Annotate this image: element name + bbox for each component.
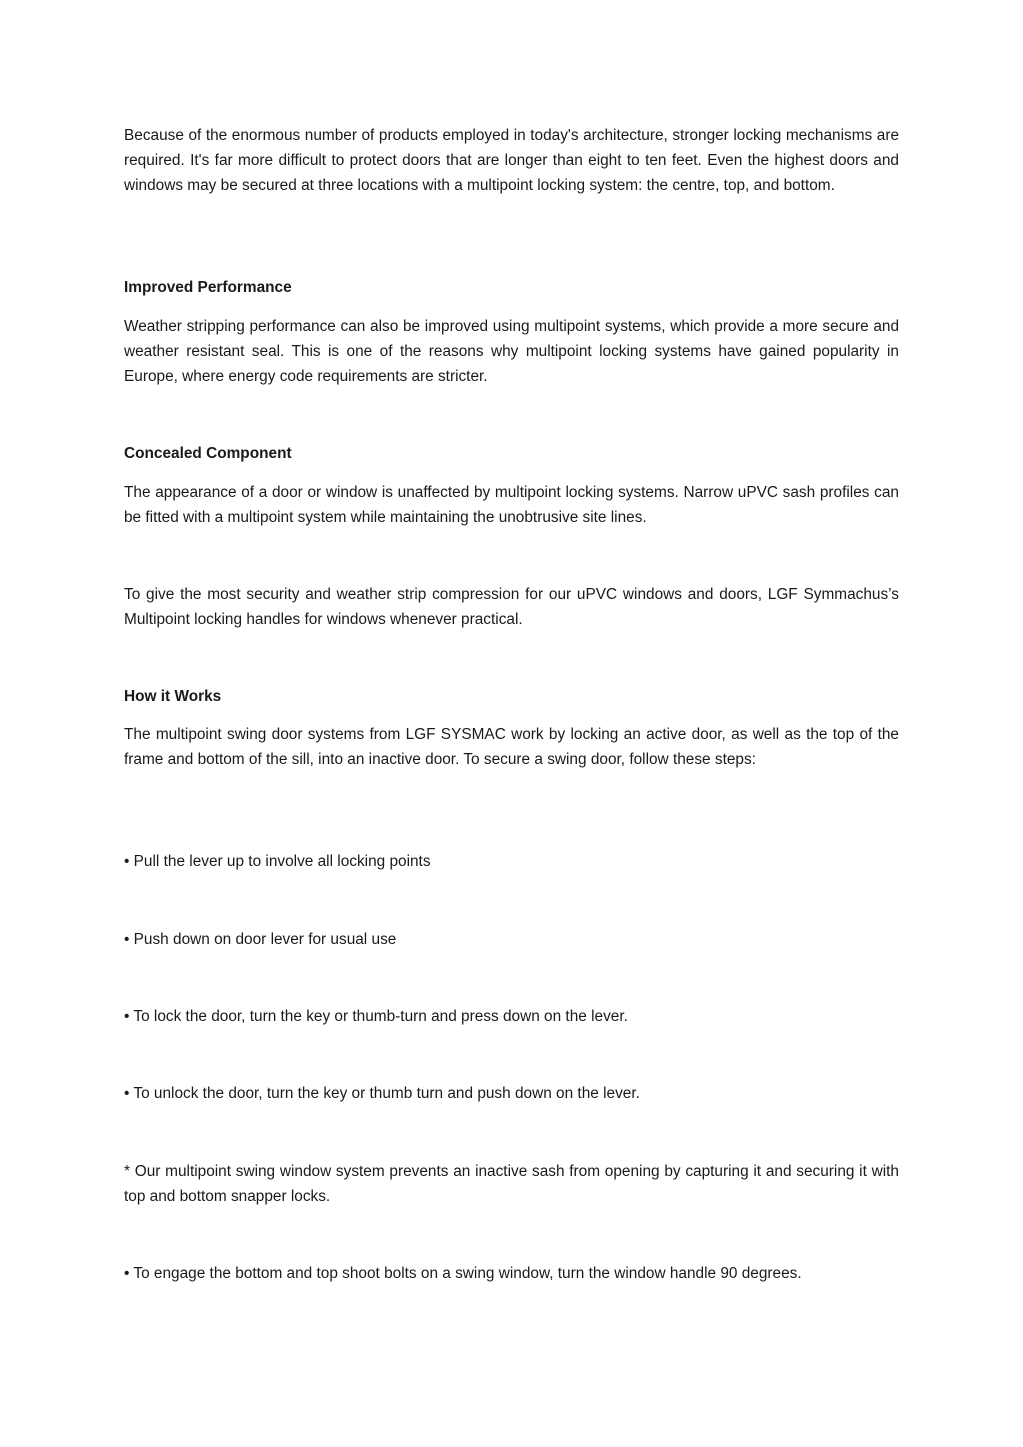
list-item: • Push down on door lever for usual use (124, 931, 397, 948)
window-system-note: * Our multipoint swing window system prevents an inactive sash from opening by capturing it and securing it with top and bottom snapper locks. (124, 1163, 899, 1205)
concealed-component-paragraph: The appearance of a door or window is unaffected by multipoint locking systems. Narrow uPVC sash profiles can be fitted with a multipoint system while maintaining the unobtrusive site lines. (124, 484, 899, 526)
list-item: • To unlock the door, turn the key or thumb turn and push down on the lever. (124, 1085, 640, 1102)
section-heading-improved-performance: Improved Performance (124, 279, 292, 296)
intro-paragraph: Because of the enormous number of products employed in today's architecture, stronger locking mechanisms are required. It's far more difficult to protect doors that are longer than eight to ten feet. Even the highest doors and windows may be secured at three locations with a multipoint locking system: the centre, top, and bottom. (124, 127, 899, 194)
list-item: • Pull the lever up to involve all locking points (124, 853, 431, 870)
section-heading-concealed-component: Concealed Component (124, 445, 292, 462)
how-it-works-paragraph: The multipoint swing door systems from LGF SYSMAC work by locking an active door, as well as the top of the frame and bottom of the sill, into an inactive door. To secure a swing door, follow these steps: (124, 726, 899, 768)
list-item: • To lock the door, turn the key or thumb-turn and press down on the lever. (124, 1008, 628, 1025)
security-note-paragraph: To give the most security and weather strip compression for our uPVC windows and doors, LGF Symmachus’s Multipoint locking handles for windows whenever practical. (124, 586, 899, 628)
improved-performance-paragraph: Weather stripping performance can also be improved using multipoint systems, which provide a more secure and weather resistant seal. This is one of the reasons why multipoint locking systems have gained popularity in Europe, where energy code requirements are stricter. (124, 318, 899, 385)
section-heading-how-it-works: How it Works (124, 688, 222, 705)
list-item: • To engage the bottom and top shoot bolts on a swing window, turn the window handle 90 degrees. (124, 1265, 802, 1282)
